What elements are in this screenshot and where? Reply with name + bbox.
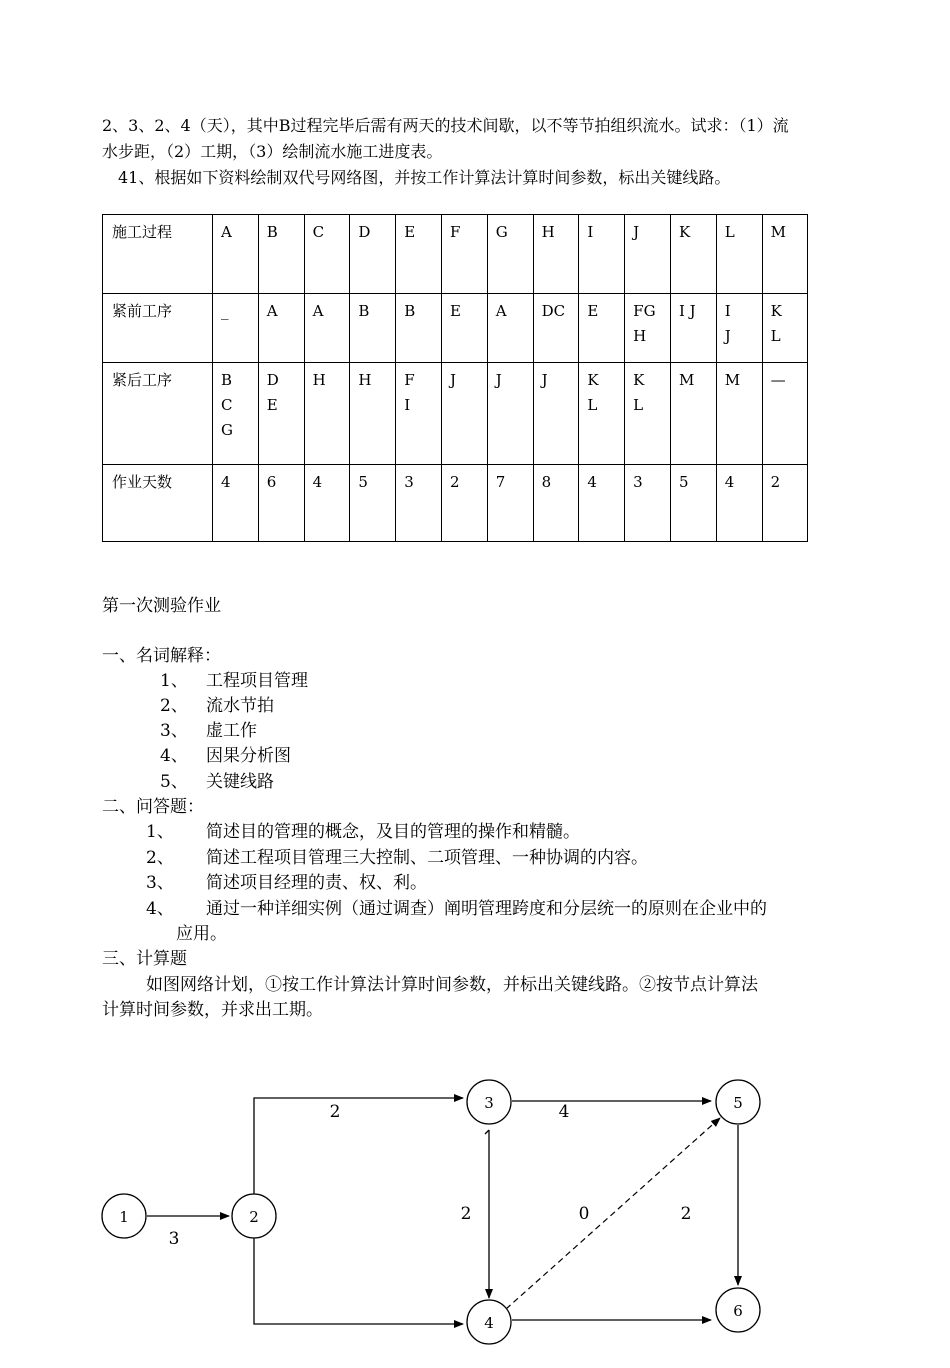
section3-paragraph-line-1: 如图网络计划，①按工作计算法计算时间参数，并标出关键线路。②按节点计算法 — [146, 975, 758, 995]
s1-item-2-num: 2、 — [160, 696, 188, 716]
edge-3-4-label: 2 — [460, 1204, 472, 1224]
table-cell: I — [579, 215, 625, 294]
node-4-label: 4 — [484, 1314, 494, 1332]
table-cell: J — [533, 363, 579, 465]
table-cell: 4 — [716, 465, 762, 542]
edge-1-2-label: 3 — [168, 1229, 180, 1249]
row-header: 紧后工序 — [103, 363, 213, 465]
table-row — [103, 363, 808, 465]
intro-line-3: 41、根据如下资料绘制双代号网络图，并按工作计算法计算时间参数，标出关键线路。 — [118, 168, 731, 187]
table-cell: H — [533, 215, 579, 294]
table-cell: A — [304, 294, 350, 363]
table-cell: H — [350, 363, 396, 465]
row-header: 紧前工序 — [103, 294, 213, 363]
table-cell: K — [670, 215, 716, 294]
table-cell: L — [716, 215, 762, 294]
table-cell: B — [350, 294, 396, 363]
table-cell: F I — [396, 363, 442, 465]
s1-item-1-num: 1、 — [160, 671, 188, 691]
s1-item-3-num: 3、 — [160, 721, 188, 741]
table-cell: E — [396, 215, 442, 294]
table-cell: D — [350, 215, 396, 294]
s2-item-2-num: 2、 — [146, 848, 174, 868]
s1-item-2-text: 流水节拍 — [206, 696, 274, 716]
table-cell: F — [441, 215, 487, 294]
node-6-label: 6 — [733, 1302, 743, 1320]
s2-item-3-num: 3、 — [146, 873, 174, 893]
section3-paragraph-line-2: 计算时间参数，并求出工期。 — [102, 1000, 323, 1020]
table-cell: 3 — [396, 465, 442, 542]
table-cell: M — [762, 215, 808, 294]
table-cell: 4 — [304, 465, 350, 542]
table-cell: 7 — [487, 465, 533, 542]
section3-heading: 三、计算题 — [102, 949, 187, 969]
node-6 — [716, 1288, 760, 1332]
table-cell: M — [670, 363, 716, 465]
edge-2-3-label: 2 — [329, 1102, 341, 1122]
process-table — [102, 214, 808, 542]
node-5-label: 5 — [733, 1094, 743, 1112]
table-cell: I J — [670, 294, 716, 363]
table-cell: A — [487, 294, 533, 363]
s1-item-1-text: 工程项目管理 — [206, 671, 308, 691]
table-cell: 6 — [258, 465, 304, 542]
s2-item-1-text: 简述目的管理的概念，及目的管理的操作和精髓。 — [206, 822, 580, 842]
table-cell: J — [441, 363, 487, 465]
table-cell: A — [258, 294, 304, 363]
quiz-title: 第一次测验作业 — [102, 596, 221, 616]
table-cell: G — [487, 215, 533, 294]
table-cell: H — [304, 363, 350, 465]
s1-item-3-text: 虚工作 — [206, 721, 257, 741]
table-row — [103, 215, 808, 294]
table-cell: B — [258, 215, 304, 294]
edge-2-3 — [254, 1098, 463, 1194]
s1-item-4-text: 因果分析图 — [206, 746, 291, 766]
table-row — [103, 465, 808, 542]
node-2 — [232, 1194, 276, 1238]
table-cell: 5 — [670, 465, 716, 542]
table-cell: 4 — [213, 465, 259, 542]
table-cell: J — [487, 363, 533, 465]
s2-item-4-continuation: 应用。 — [176, 924, 227, 944]
table-cell: K L — [762, 294, 808, 363]
node-3-label: 3 — [484, 1094, 494, 1112]
s2-item-2-text: 简述工程项目管理三大控制、二项管理、一种协调的内容。 — [206, 848, 648, 868]
table-cell: 3 — [625, 465, 671, 542]
table-cell: FG H — [625, 294, 671, 363]
node-4 — [467, 1300, 511, 1344]
section1-heading: 一、名词解释： — [102, 646, 221, 666]
s2-item-1-num: 1、 — [146, 822, 174, 842]
intro-line-2: 水步距，（2）工期，（3）绘制流水施工进度表。 — [102, 142, 443, 161]
table-cell: K L — [579, 363, 625, 465]
table-cell: DC — [533, 294, 579, 363]
s2-item-3-text: 简述项目经理的责、权、利。 — [206, 873, 427, 893]
row-header: 施工过程 — [103, 215, 213, 294]
table-cell: 4 — [579, 465, 625, 542]
s1-item-5-num: 5、 — [160, 772, 188, 792]
row-header: 作业天数 — [103, 465, 213, 542]
section2-heading: 二、问答题： — [102, 797, 204, 817]
node-5 — [716, 1080, 760, 1124]
s1-item-5-text: 关键线路 — [206, 772, 274, 792]
table-cell: E — [579, 294, 625, 363]
network-diagram — [0, 1060, 950, 1360]
table-cell: D E — [258, 363, 304, 465]
table-cell: C — [304, 215, 350, 294]
edge-5-6-label: 2 — [680, 1204, 692, 1224]
table-cell: 2 — [441, 465, 487, 542]
node-1-label: 1 — [119, 1208, 129, 1226]
s2-item-4-text: 通过一种详细实例（通过调查）阐明管理跨度和分层统一的原则在企业中的 — [206, 899, 767, 919]
edge-2-4 — [254, 1238, 463, 1324]
s2-item-4-num: 4、 — [146, 899, 174, 919]
table-cell: _ — [213, 294, 259, 363]
node-1 — [102, 1194, 146, 1238]
table-cell: E — [441, 294, 487, 363]
table-cell: B C G — [213, 363, 259, 465]
table-cell: 2 — [762, 465, 808, 542]
node-3 — [467, 1080, 511, 1124]
table-cell: — — [762, 363, 808, 465]
table-cell: 8 — [533, 465, 579, 542]
intro-line-1: 2、3、2、4（天），其中B过程完毕后需有两天的技术间歇，以不等节拍组织流水。试求：（1）流 — [102, 116, 789, 135]
table-cell: 5 — [350, 465, 396, 542]
table-row — [103, 294, 808, 363]
table-cell: M — [716, 363, 762, 465]
table-cell: K L — [625, 363, 671, 465]
table-cell: A — [213, 215, 259, 294]
edge-3-5-label: 4 — [558, 1102, 570, 1122]
table-cell: B — [396, 294, 442, 363]
table-cell: J — [625, 215, 671, 294]
s1-item-4-num: 4、 — [160, 746, 188, 766]
edge-4-5-label: 0 — [578, 1204, 590, 1224]
node-2-label: 2 — [249, 1208, 259, 1226]
table-cell: I J — [716, 294, 762, 363]
